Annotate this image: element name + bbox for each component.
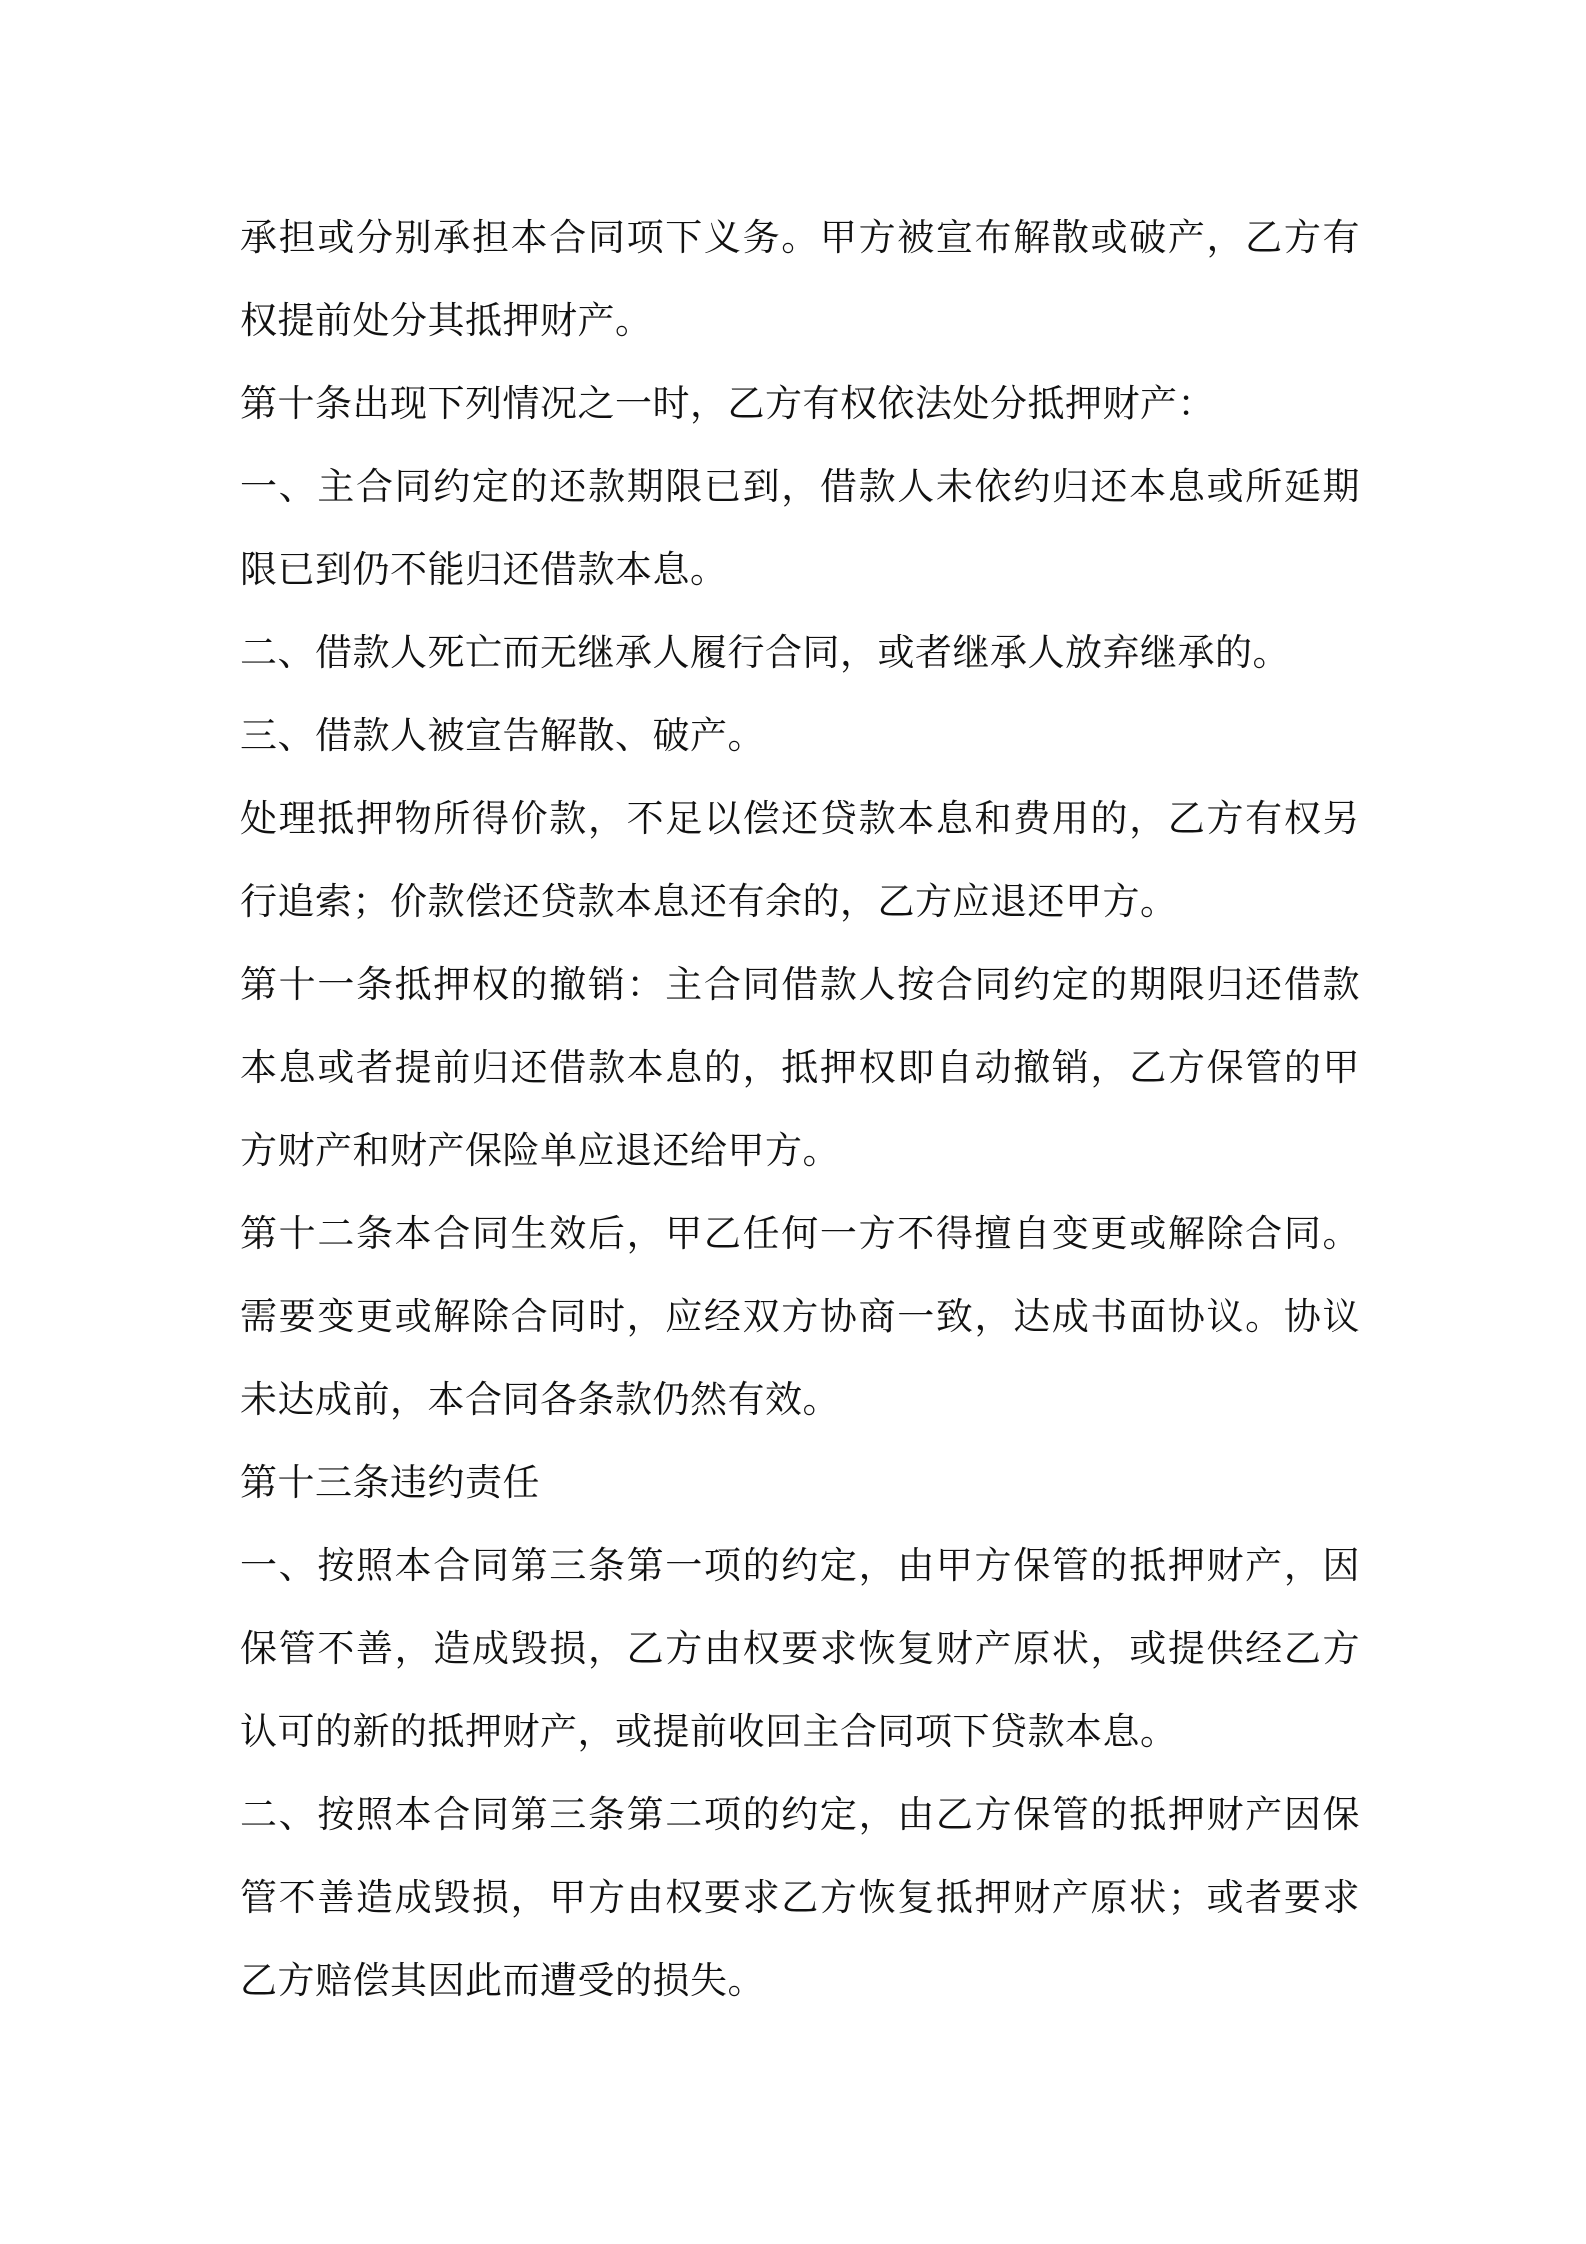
paragraph-article-10: 第十条出现下列情况之一时，乙方有权依法处分抵押财产： xyxy=(240,382,1215,425)
paragraph-article-11: 第十一条抵押权的撤销：主合同借款人按合同约定的期限归还借款本息或者提前归还借款本息的，抵押权即自动撤销，乙方保管的甲方财产和财产保险单应退还给甲方。 xyxy=(240,963,1360,1172)
paragraph-proceeds: 处理抵押物所得价款，不足以偿还贷款本息和费用的，乙方有权另行追索；价款偿还贷款本息还有余的，乙方应退还甲方。 xyxy=(240,797,1360,923)
document-body xyxy=(240,196,1360,2022)
paragraph-article-10-item-2: 二、借款人死亡而无继承人履行合同，或者继承人放弃继承的。 xyxy=(240,631,1290,674)
paragraph-article-10-item-1: 一、主合同约定的还款期限已到，借款人未依约归还本息或所延期限已到仍不能归还借款本息。 xyxy=(240,465,1360,591)
paragraph-article-12: 第十二条本合同生效后，甲乙任何一方不得擅自变更或解除合同。需要变更或解除合同时，应经双方协商一致，达成书面协议。协议未达成前，本合同各条款仍然有效。 xyxy=(240,1212,1360,1421)
paragraph-article-10-item-3: 三、借款人被宣告解散、破产。 xyxy=(240,714,765,757)
paragraph-article-13-heading: 第十三条违约责任 xyxy=(240,1461,540,1504)
paragraph-article-13-item-1: 一、按照本合同第三条第一项的约定，由甲方保管的抵押财产，因保管不善，造成毁损，乙方由权要求恢复财产原状，或提供经乙方认可的新的抵押财产，或提前收回主合同项下贷款本息。 xyxy=(240,1544,1360,1753)
paragraph-article-13-item-2: 二、按照本合同第三条第二项的约定，由乙方保管的抵押财产因保管不善造成毁损，甲方由权要求乙方恢复抵押财产原状；或者要求乙方赔偿其因此而遭受的损失。 xyxy=(240,1793,1360,2002)
paragraph-continuation: 承担或分别承担本合同项下义务。甲方被宣布解散或破产，乙方有权提前处分其抵押财产。 xyxy=(240,216,1360,342)
